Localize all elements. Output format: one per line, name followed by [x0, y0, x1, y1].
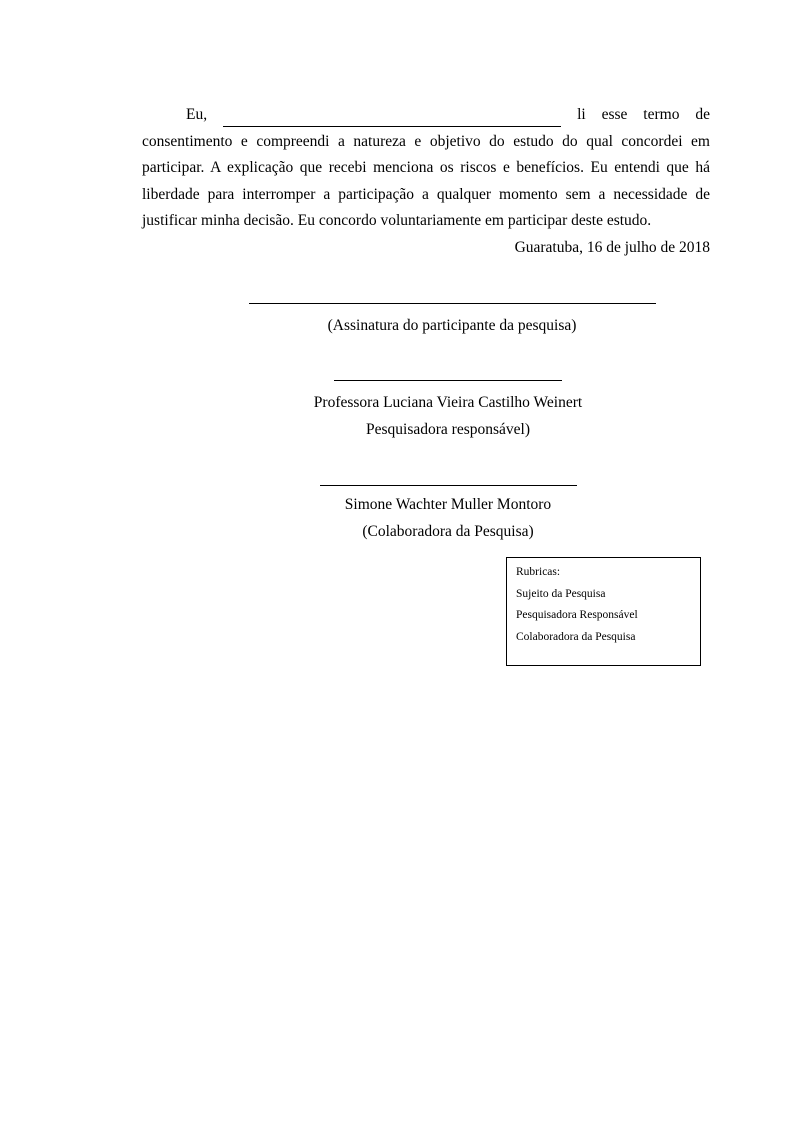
researcher-role: Pesquisadora responsável) — [366, 421, 530, 438]
consent-first-line — [142, 102, 710, 129]
collaborator-signature-block — [0, 485, 794, 545]
consent-word: li — [577, 106, 586, 123]
consent-first-line-rest — [577, 102, 710, 129]
researcher-signature-line — [334, 380, 562, 381]
collaborator-signature-line — [320, 485, 577, 486]
consent-word: esse — [601, 106, 628, 123]
rubricas-item: Pesquisadora Responsável — [516, 609, 638, 621]
consent-eu: Eu, — [186, 106, 208, 123]
rubricas-item: Colaboradora da Pesquisa — [516, 630, 636, 643]
consent-body: consentimento e compreendi a natureza e objetivo do estudo do qual concordei em participar. A explicação que recebi menciona os riscos e benefícios. Eu entendi que há liberdade para interromper a participação a qualquer momento sem a necessidade de justificar minha decisão. Eu concordo voluntariamente em participar deste estudo. — [142, 132, 710, 229]
consent-date: Guaratuba, 16 de julho de 2018 — [514, 238, 710, 256]
researcher-name: Professora Luciana Vieira Castilho Weinert — [313, 394, 583, 411]
participant-signature-block — [0, 303, 794, 339]
consent-statement — [142, 102, 710, 261]
participant-name-blank — [223, 108, 561, 127]
participant-signature-caption: (Assinatura do participante da pesquisa) — [327, 317, 577, 334]
collaborator-name: Simone Wachter Muller Montoro — [344, 496, 552, 513]
consent-word: termo — [643, 106, 680, 123]
rubricas-item: Sujeito da Pesquisa — [516, 587, 606, 600]
researcher-signature-block — [0, 380, 794, 443]
rubricas-title: Rubricas: — [516, 566, 561, 578]
participant-signature-line — [249, 303, 656, 304]
rubricas-box — [506, 557, 701, 666]
collaborator-role: (Colaboradora da Pesquisa) — [362, 523, 534, 540]
consent-word: de — [695, 106, 710, 123]
